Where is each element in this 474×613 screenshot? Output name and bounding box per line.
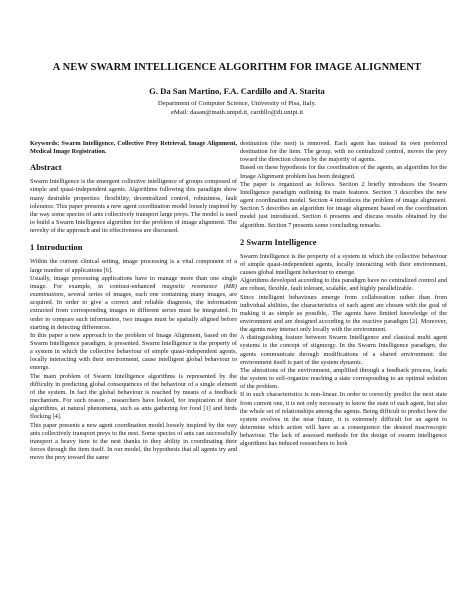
paper-authors: G. Da San Martino, F.A. Cardillo and A. Starita [149, 86, 325, 96]
body-paragraph: A distinguishing feature between Swarm Intelligence and classical multi agent systems is the concept of stigmergy. In the Swarm Intelligence paradigm, the agents communicate through modifications of a shared environment: the environment itself is part of the system dynamic. [240, 334, 447, 366]
intro-paragraph: In this paper a new approach to the problem of Image Alignment, based on the Swarm Intelligence paradigm, is presented. Swarm Intelligence is the property of a system in which the collective behaviour of simple quasi-independent agents, locally interacting with their environment, cause intelligent global behaviour to emerge. [30, 331, 237, 372]
intro-text: Usually, image processing applications have to manage more than one single image. For example, in contrast-enhanced [30, 274, 237, 290]
right-column [240, 140, 447, 448]
body-paragraph: The alterations of the environment, amplified through a feedback process, leads the system to self-organize reaching a state corresponding to an optimal solution of the problem. [240, 366, 447, 391]
abstract-heading: Abstract [30, 162, 62, 173]
body-paragraph: Based on these hypothesis for the coordination of the agents, an algorithm for the Image Alignment problem has been designed. [240, 164, 447, 180]
paper-affiliation [0, 100, 474, 117]
abstract-text: Swarm Intelligence is the emergent collective intelligence of groups composed of simple and quasi-independent agents. Algorithms following this paradigm show many desirable properties: flexibility, decentralized control, robustness, fault tolerance. This paper presents a new agent coordination model loosely inspired by the way some species of ants collectively transport large preys. The model is used to build a Swarm Intelligence algorithm for the problem of image alignment. The novelty of the approach and its effectiveness are discussed. [30, 178, 237, 235]
paper-title: A NEW SWARM INTELLIGENCE ALGORITHM FOR IMAGE ALIGNMENT [52, 62, 422, 73]
email-line: eMail: dasan@math.unipd.it, cardillo@di.unipi.it [170, 108, 304, 116]
body-paragraph: If in such characteristics is non-linear. In order to correctly predict the next state from current one, it is not only necessary to know the state of each agent, but also the whole set of relationships among the agents. Being difficult to predict how the system evolves in the near future, it is extremely difficult for an agent to determine which action will have as a consequence the desired macroscopic behaviour. The lack of assessed methods for the design of swarm intelligence algorithms has induced researchers to look [240, 391, 447, 448]
body-paragraph: destination (the nest) is removed. Each agent has instead its own preferred destination for the item. The group, with no centralized control, moves the prey toward the direction chosen by the majority of agents. [240, 140, 447, 164]
body-paragraph: Swarm Intelligence is the property of a system in which the collective behaviour of simple quasi-independent agents, locally interacting with their environment, causes global intelligent behaviour to emerge. [240, 252, 447, 277]
intro-paragraph [30, 275, 237, 332]
body-paragraph: Algorithms developed according to this paradigm have no centralized control and are robust, flexible, fault tolerant, scalable, and highly parallelizable. [240, 277, 447, 293]
intro-text: , several series of images, each one containing many images, are acquired. In order to give a correct and reliable diagnosis, the information extracted from corresponding images in different series must be integrated. In order to compare such information, two images must be spatially aligned before starting in detecting differences. [30, 291, 237, 331]
body-paragraph: Since intelligent behaviours emerge from collaboration rather than from individual abilities, the characteristics of each agent are chosen with the goal of making it as simple as possible,. The agents have limited knowledge of the environment and are designed according to the reactive paradigm [2]. Moreover, the agents may interact only locally with the environment. [240, 293, 447, 334]
keywords: Keywords: Swarm Intelligence, Collective Prey Retrieval, Image Alignment, Medical Image Registration. [30, 140, 237, 156]
intro-heading: 1 Introduction [30, 242, 83, 253]
intro-paragraph: This paper presents a new agent coordination model loosely inspired by the way ants collectively transport preys to the nest. Some species of ants can successfully transport a heavy item to the nest thanks to they ability in coordinating their forces through the item itself. In our model, the hypothesis that all agents try and move the prey toward the same [30, 421, 237, 462]
left-column [30, 140, 237, 462]
affiliation-line: Department of Computer Science, University of Pisa, Italy. [157, 100, 317, 107]
intro-paragraph: The main problem of Swarm Intelligence algorithms is represented by the difficulty in predicting global consequences of the behaviour of a single element of the system. In fact the global behaviour is reached by means of a feedback mechanism. For such reason , researchers have looked, for inspiration of their algorithms, at natural phenomena, such as ants gathering for food [1] and birds flocking [4]. [30, 372, 237, 421]
intro-emphasis: magnetic resonance (MR) examinations [30, 282, 237, 299]
body-paragraph: The paper is organized as follows. Section 2 briefly introduces the Swarm Intelligence paradigm outlining its main features. Section 3 describes the new agent coordination model. Section 4 introduces the problem of image alignment. Section 5 describes an algorithm for image alignment based on the coordination model just introduced. Section 6 presents and discuss results obtained by the algorithm. Section 7 presents some concluding remarks. [240, 180, 447, 229]
section2-heading: 2 Swarm Intelligence [240, 236, 317, 247]
intro-paragraph: Within the current clinical setting, image processing is a vital component of a large number of applications [6]. [30, 258, 237, 274]
